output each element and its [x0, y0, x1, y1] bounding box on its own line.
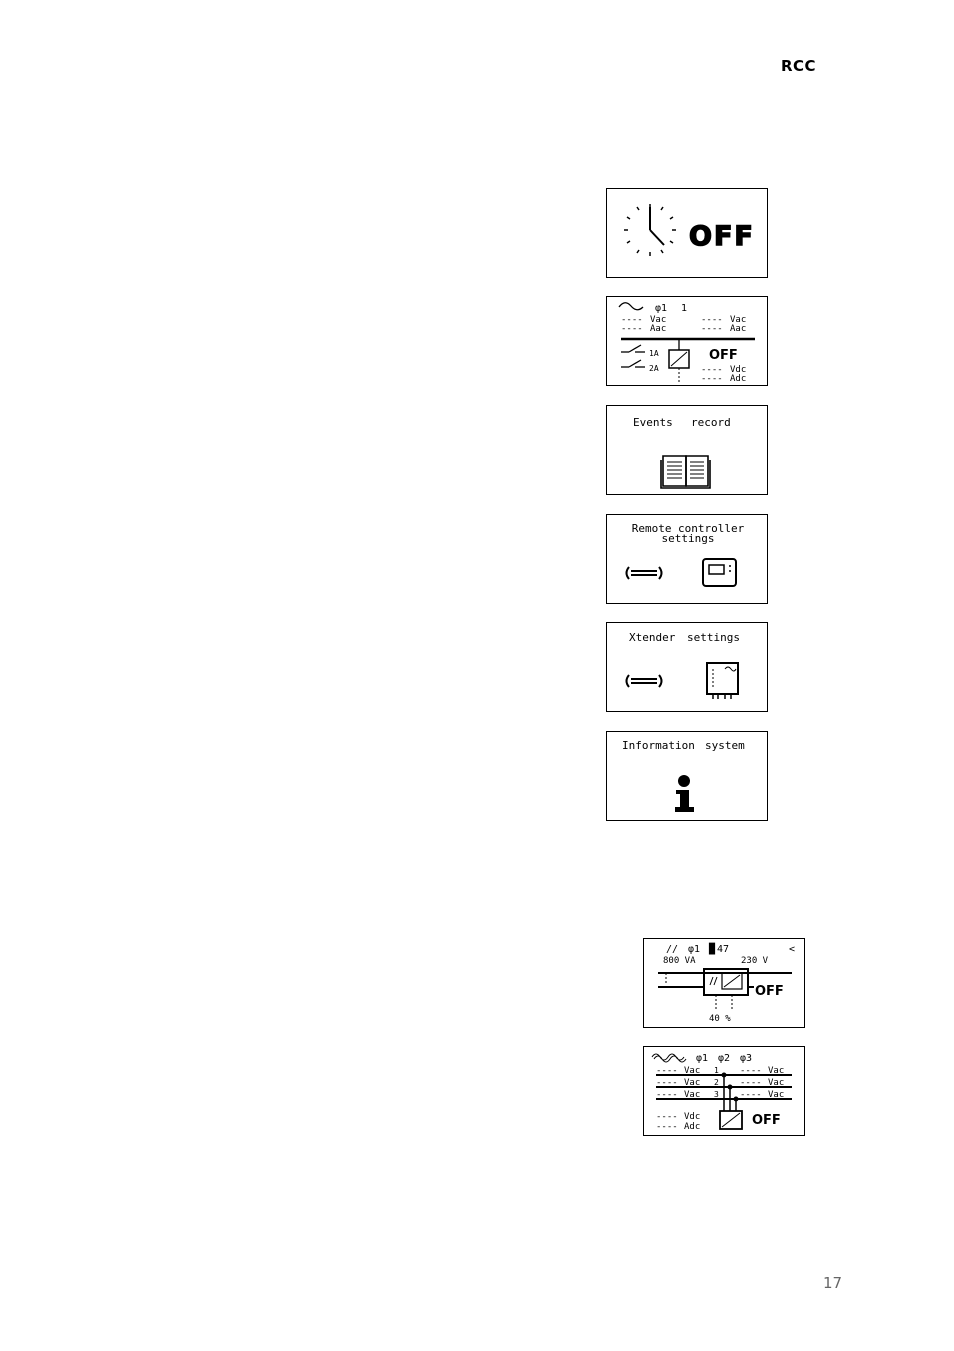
svg-text:----: ----: [656, 1122, 678, 1132]
svg-text:----: ----: [701, 374, 723, 384]
svg-text:Vac: Vac: [768, 1090, 785, 1100]
svg-text:█: █: [709, 944, 716, 955]
svg-text:----: ----: [701, 315, 723, 325]
svg-text:----: ----: [701, 365, 723, 375]
svg-text:OFF: OFF: [755, 984, 784, 999]
svg-text:Aac: Aac: [730, 324, 747, 334]
svg-text:1: 1: [681, 303, 688, 314]
svg-text:2A: 2A: [649, 364, 659, 373]
svg-text:φ3: φ3: [740, 1053, 753, 1064]
three-phase-screen: [643, 1046, 805, 1136]
svg-text:Aac: Aac: [650, 324, 667, 334]
svg-text:φ2: φ2: [718, 1053, 731, 1064]
events-record-screen: [606, 405, 768, 495]
information-system-screen: [606, 731, 768, 821]
svg-text:Vac: Vac: [684, 1078, 701, 1088]
svg-text:OFF: OFF: [709, 348, 738, 363]
svg-text:Vac: Vac: [684, 1066, 701, 1076]
clock-icon: [624, 204, 676, 256]
svg-text:Vac: Vac: [650, 315, 667, 325]
svg-text:----: ----: [701, 324, 723, 334]
svg-text:φ1: φ1: [696, 1053, 709, 1064]
book-icon: [661, 456, 710, 488]
svg-text:settings: settings: [687, 631, 740, 644]
single-phase-screen: [643, 938, 805, 1028]
wrench-icon: [627, 567, 662, 579]
svg-text:system: system: [705, 739, 745, 752]
svg-text://: //: [666, 944, 679, 955]
switch-icon: [621, 345, 645, 367]
svg-text:Vdc: Vdc: [730, 365, 747, 375]
inverter-icon: [669, 339, 689, 382]
svg-text:1: 1: [714, 1066, 719, 1075]
svg-text:----: ----: [656, 1066, 678, 1076]
svg-text:Vac: Vac: [730, 315, 747, 325]
svg-text:Events: Events: [633, 416, 673, 429]
remote-controller-icon: [703, 559, 736, 586]
svg-text:----: ----: [740, 1090, 762, 1100]
svg-text:Vac: Vac: [768, 1078, 785, 1088]
svg-text:Information: Information: [622, 739, 695, 752]
svg-text:Remote controller: Remote controller: [631, 522, 745, 535]
svg-text:settings: settings: [661, 532, 715, 545]
remote-settings-screen: [606, 514, 768, 604]
svg-text:----: ----: [621, 315, 643, 325]
clock-screen: [606, 188, 768, 278]
svg-text:Xtender: Xtender: [629, 631, 676, 644]
svg-text:2: 2: [714, 1078, 719, 1087]
svg-text:Adc: Adc: [684, 1122, 701, 1132]
svg-text:3: 3: [714, 1090, 719, 1099]
info-icon: [675, 775, 694, 812]
svg-text:230 V: 230 V: [741, 956, 769, 966]
inverter-icon: [720, 1073, 742, 1129]
svg-text:<: <: [789, 944, 796, 955]
svg-text:Vdc: Vdc: [684, 1112, 701, 1122]
svg-text:φ1: φ1: [655, 303, 668, 314]
svg-text:1A: 1A: [649, 349, 659, 358]
svg-text:record: record: [691, 416, 731, 429]
status-text: OFF: [689, 221, 755, 252]
three-phase-wave-icon: [652, 1054, 686, 1062]
svg-text:----: ----: [656, 1090, 678, 1100]
xtender-settings-screen: [606, 622, 768, 712]
svg-text:Vac: Vac: [684, 1090, 701, 1100]
svg-text:----: ----: [621, 324, 643, 334]
svg-text:----: ----: [656, 1078, 678, 1088]
svg-text:----: ----: [740, 1078, 762, 1088]
inverter-unit-icon: [707, 663, 738, 699]
document-header: RCC: [781, 57, 817, 75]
svg-text:----: ----: [656, 1112, 678, 1122]
svg-text:Vac: Vac: [768, 1066, 785, 1076]
inverter-icon: [704, 969, 748, 1009]
svg-text:Adc: Adc: [730, 374, 747, 384]
main-view-screen: [606, 296, 768, 386]
wrench-icon: [627, 675, 662, 687]
svg-text:OFF: OFF: [752, 1113, 781, 1128]
ac-wave-icon: [619, 303, 643, 310]
svg-text:φ1: φ1: [688, 944, 701, 955]
page-number: 17: [823, 1274, 843, 1292]
svg-text:40 %: 40 %: [709, 1014, 731, 1024]
svg-text:----: ----: [740, 1066, 762, 1076]
svg-text:800 VA: 800 VA: [663, 956, 696, 966]
svg-text:47: 47: [717, 944, 730, 955]
